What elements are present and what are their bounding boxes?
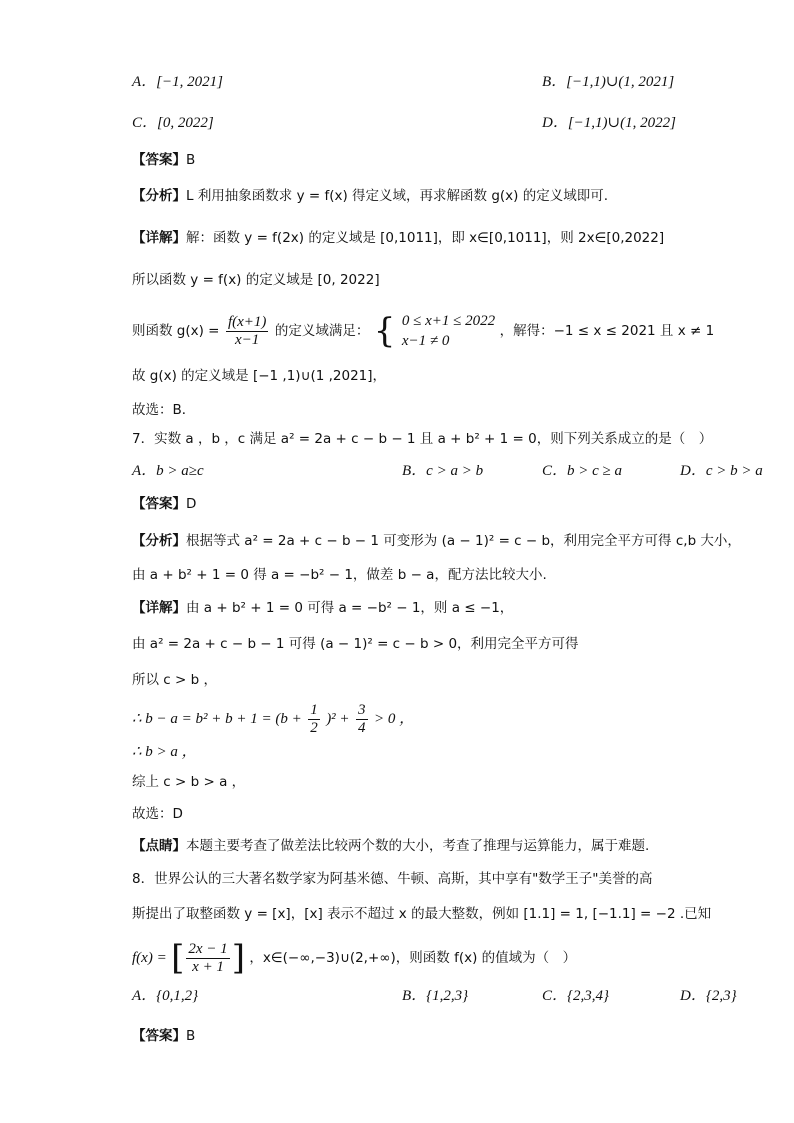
detail-text: 由 a + b² + 1 = 0 可得 a = −b² − 1，则 a ≤ −1，: [186, 600, 514, 616]
comment-text: 本题主要考查了做差法比较两个数的大小，考查了推理与运算能力，属于难题.: [186, 838, 650, 854]
case-1: 0 ≤ x+1 ≤ 2022: [401, 313, 496, 329]
fraction: [356, 702, 368, 737]
q8-stem-line-1: [132, 869, 653, 889]
question-stem: 斯提出了取整函数 y = [x]，[x] 表示不超过 x 的最大整数，例如 [1.1] = 1, [−1.1] = −2 .已知: [132, 906, 712, 922]
q7-option-c: C．b > c ≥ a: [542, 463, 623, 479]
q6-analysis: [132, 186, 608, 206]
fraction: [308, 702, 320, 737]
detail-text: 所以函数 y = f(x) 的定义域是 [0, 2022]: [132, 272, 380, 288]
q8-stem-line-2: [132, 904, 711, 924]
detail-text: 综上 c > b > a ，: [132, 774, 246, 790]
detail-text: > 0 ，: [373, 711, 415, 727]
detail-text: 由 a² = 2a + c − b − 1 可得 (a − 1)² = c − b > 0，利用完全平方可得: [132, 636, 579, 652]
q6-detail-line-3: [132, 310, 714, 352]
detail-text: 故 g(x) 的定义域是 [−1 ,1)∪(1 ,2021]，: [132, 368, 387, 384]
q6-option-row-2: [132, 113, 676, 133]
answer-value: B: [186, 1028, 196, 1044]
q7-detail-line-3: [132, 670, 217, 690]
detail-text: 则函数 g(x) =: [132, 323, 220, 339]
answer-tag: 【答案】: [132, 1028, 186, 1044]
fraction-denominator: 2: [310, 719, 318, 736]
fraction-denominator: x + 1: [192, 958, 224, 975]
q7-detail-line-7: [132, 804, 183, 824]
q7-analysis-line-2: [132, 565, 547, 585]
answer-value: D: [186, 496, 197, 512]
q7-option-a: A．b > a≥c: [132, 463, 204, 479]
q8-options: [132, 986, 737, 1006]
analysis-tag: 【分析】: [132, 533, 186, 549]
q7-detail-line-5: [132, 742, 197, 762]
q6-option-row-1: [132, 72, 675, 92]
answer-tag: 【答案】: [132, 496, 186, 512]
q8-option-b: B．{1,2,3}: [402, 988, 469, 1004]
q7-analysis-line-1: [132, 531, 741, 551]
detail-text: ，解得：−1 ≤ x ≤ 2021 且 x ≠ 1: [499, 323, 715, 339]
analysis-text: 根据等式 a² = 2a + c − b − 1 可变形为 (a − 1)² = c − b，利用完全平方可得 c,b 大小，: [186, 533, 741, 549]
q7-option-d: D．c > b > a: [680, 463, 763, 479]
detail-text: 的定义域满足：: [274, 323, 370, 339]
fraction-denominator: x−1: [235, 331, 260, 348]
q7-stem: [132, 429, 712, 449]
q7-detail-line-2: [132, 634, 579, 654]
q8-option-c: C．{2,3,4}: [542, 988, 610, 1004]
detail-tag: 【详解】: [132, 600, 186, 616]
question-stem: ，x∈(−∞,−3)∪(2,+∞)，则函数 f(x) 的值域为（ ）: [249, 950, 577, 966]
q8-answer: [132, 1026, 195, 1046]
left-bracket: [: [171, 938, 185, 978]
answer-tag: 【答案】: [132, 152, 186, 168]
q6-detail-line-4: [132, 366, 386, 386]
comment-tag: 【点睛】: [132, 838, 186, 854]
case-system: [402, 311, 495, 351]
analysis-text: L 利用抽象函数求 y = f(x) 得定义域，再求解函数 g(x) 的定义域即可.: [186, 188, 609, 204]
detail-text: 故选：D: [132, 806, 183, 822]
q7-detail-line-4: [132, 700, 414, 738]
fraction: [186, 941, 229, 976]
q7-detail-line-1: [132, 598, 513, 618]
q6-detail-line-2: [132, 270, 380, 290]
detail-text: 解：函数 y = f(2x) 的定义域是 [0,1011]，即 x∈[0,1011]，则 2x∈[0,2022]: [186, 230, 665, 246]
fraction-numerator: 2x − 1: [188, 940, 228, 957]
question-stem: f(x) =: [132, 950, 167, 966]
q6-option-b: B．[−1,1)∪(1, 2021]: [542, 74, 675, 90]
q6-detail-line-1: [132, 228, 664, 248]
q6-option-c: C．[0, 2022]: [132, 115, 214, 131]
question-stem: 7．实数 a ，b ，c 满足 a² = 2a + c − b − 1 且 a + b² + 1 = 0，则下列关系成立的是（ ）: [132, 431, 713, 447]
answer-value: B: [186, 152, 196, 168]
fraction-numerator: 3: [358, 701, 366, 718]
q8-option-d: D．{2,3}: [680, 988, 737, 1004]
right-bracket: ]: [231, 938, 245, 978]
q6-answer: [132, 150, 195, 170]
analysis-text: 由 a + b² + 1 = 0 得 a = −b² − 1，做差 b − a，配方法比较大小.: [132, 567, 547, 583]
detail-text: ∴ b − a = b² + b + 1 = (b +: [132, 711, 302, 727]
fraction-numerator: f(x+1): [227, 313, 267, 330]
q8-stem-line-3: [132, 936, 576, 980]
q7-detail-line-6: [132, 772, 245, 792]
case-2: x−1 ≠ 0: [401, 333, 450, 349]
q7-option-b: B．c > a > b: [402, 463, 484, 479]
q7-answer: [132, 494, 196, 514]
question-stem: 8．世界公认的三大著名数学家为阿基米德、牛顿、高斯，其中享有"数学王子"美誉的高: [132, 871, 653, 887]
q6-option-d: D．[−1,1)∪(1, 2022]: [542, 115, 676, 131]
detail-text: ∴ b > a ，: [132, 744, 197, 760]
left-brace: {: [373, 311, 396, 351]
detail-text: 故选：B．: [132, 402, 196, 418]
q8-option-a: A．{0,1,2}: [132, 988, 199, 1004]
fraction-denominator: 4: [358, 719, 366, 736]
q6-detail-line-5: [132, 400, 195, 420]
q7-comment: [132, 836, 649, 856]
q7-options: [132, 461, 763, 481]
detail-text: 所以 c > b ，: [132, 672, 217, 688]
detail-tag: 【详解】: [132, 230, 186, 246]
analysis-tag: 【分析】: [132, 188, 186, 204]
q6-option-a: A．[−1, 2021]: [132, 74, 223, 90]
fraction: [226, 314, 268, 349]
detail-text: )² +: [326, 711, 350, 727]
fraction-numerator: 1: [310, 701, 318, 718]
